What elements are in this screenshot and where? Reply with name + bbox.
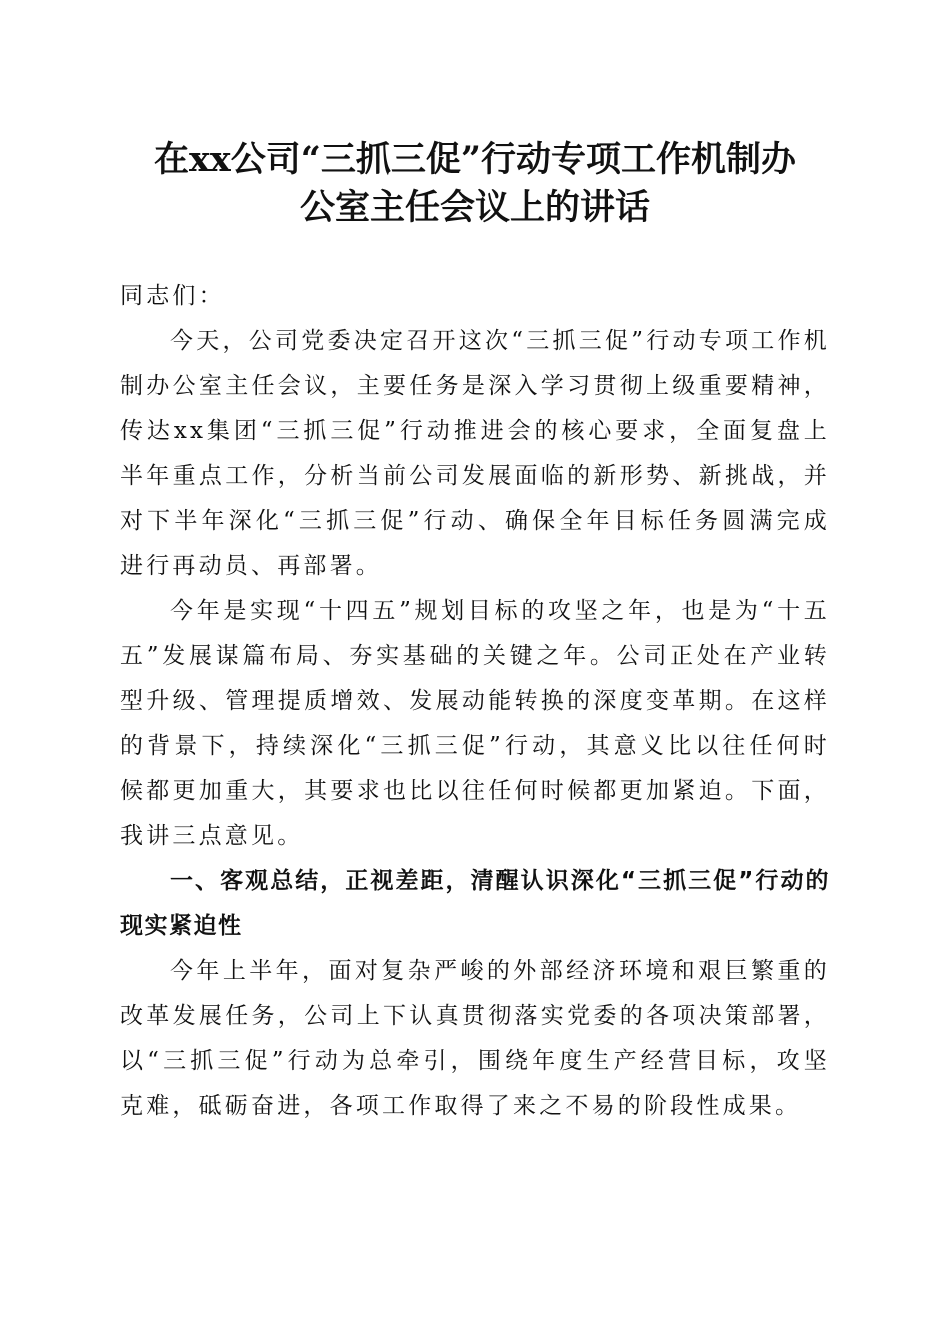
document-body (120, 274, 830, 1129)
paragraph-background: 今年是实现“十四五”规划目标的攻坚之年，也是为“十五五”发展谋篇布局、夯实基础的关键之年。公司正处在产业转型升级、管理提质增效、发展动能转换的深度变革期。在这样的背景下，持续深化“三抓三促”行动，其意义比以往任何时候都更加重大，其要求也比以往任何时候都更加紧迫。下面，我讲三点意见。 (120, 598, 830, 849)
paragraph-section-1: 今年上半年，面对复杂严峻的外部经济环境和艰巨繁重的改革发展任务，公司上下认真贯彻落实党委的各项决策部署，以“三抓三促”行动为总牵引，围绕年度生产经营目标，攻坚克难，砥砺奋进，各项工作取得了来之不易的阶段性成果。 (120, 958, 830, 1119)
title-line-2: 公室主任会议上的讲话 (299, 187, 650, 228)
document-title (100, 136, 850, 232)
greeting: 同志们： (120, 283, 225, 309)
title-line-1: 在xx公司“三抓三促”行动专项工作机制办 (154, 139, 796, 180)
section-heading-1: 一、客观总结，正视差距，清醒认识深化“三抓三促”行动的现实紧迫性 (120, 868, 830, 939)
paragraph-intro: 今天，公司党委决定召开这次“三抓三促”行动专项工作机制办公室主任会议，主要任务是深入学习贯彻上级重要精神，传达xx集团“三抓三促”行动推进会的核心要求，全面复盘上半年重点工作，分析当前公司发展面临的新形势、新挑战，并对下半年深化“三抓三促”行动、确保全年目标任务圆满完成进行再动员、再部署。 (120, 328, 830, 579)
